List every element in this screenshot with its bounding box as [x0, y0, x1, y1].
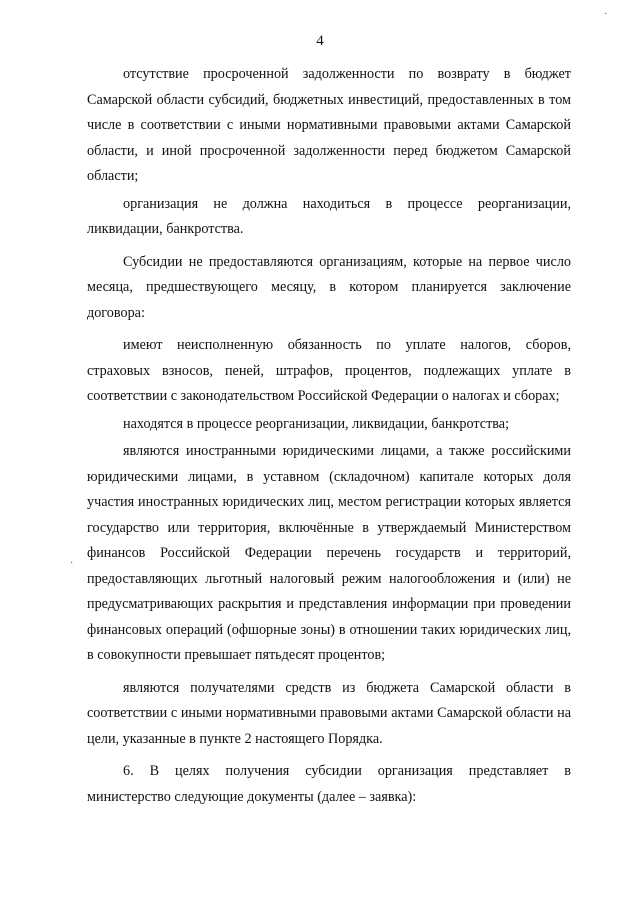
- paragraph-no-reorganization: организация не должна находиться в процессе реорганизации, ликвидации, банкротства.: [87, 195, 571, 237]
- paragraph-no-overdue-debt: отсутствие просроченной задолженности по возврату в бюджет Самарской области субсидий, бюджетных инвестиций, предоставленных в том числе в соответствии с иными нормативными правовыми актами Самарской области, и иной просроченной задолженности перед бюджетом Самарской области;: [87, 66, 571, 184]
- paragraph-in-reorganization: находятся в процессе реорганизации, ликвидации, банкротства;: [123, 415, 510, 432]
- paragraph-unpaid-taxes: имеют неисполненную обязанность по уплате налогов, сборов, страховых взносов, пеней, штрафов, процентов, подлежащих уплате в соответствии с законодательством Российской Федерации о налогах и сборах;: [87, 337, 571, 404]
- paragraph-application-documents: 6. В целях получения субсидии организация представляет в министерство следующие документы (далее – заявка):: [87, 763, 571, 805]
- paragraph-foreign-entities: являются иностранными юридическими лицами, а также российскими юридическими лицами, в уставном (складочном) капитале которых доля участия иностранных юридических лиц, местом регистрации которых является государство или территория, включённые в утверждаемый Министерством финансов Российской Федерации перечень государств и территорий, предоставляющих льготный налоговый режим налогообложения и (или) не предусматривающих раскрытия и представления информации при проведении финансовых операций (офшорные зоны) в отношении таких юридических лиц, в совокупности превышает пятьдесят процентов;: [87, 443, 571, 663]
- paragraph-subsidy-exclusions: Субсидии не предоставляются организациям, которые на первое число месяца, предшествующего месяцу, в котором планируется заключение договора:: [87, 253, 571, 321]
- page-number: 4: [316, 33, 324, 49]
- paragraph-budget-recipients: являются получателями средств из бюджета Самарской области в соответствии с иными нормативными правовыми актами Самарской области на цели, указанные в пункте 2 настоящего Порядка.: [87, 679, 571, 747]
- scan-speck: ·: [70, 558, 74, 569]
- scan-speck: ·: [604, 9, 608, 20]
- document-body: [87, 62, 571, 810]
